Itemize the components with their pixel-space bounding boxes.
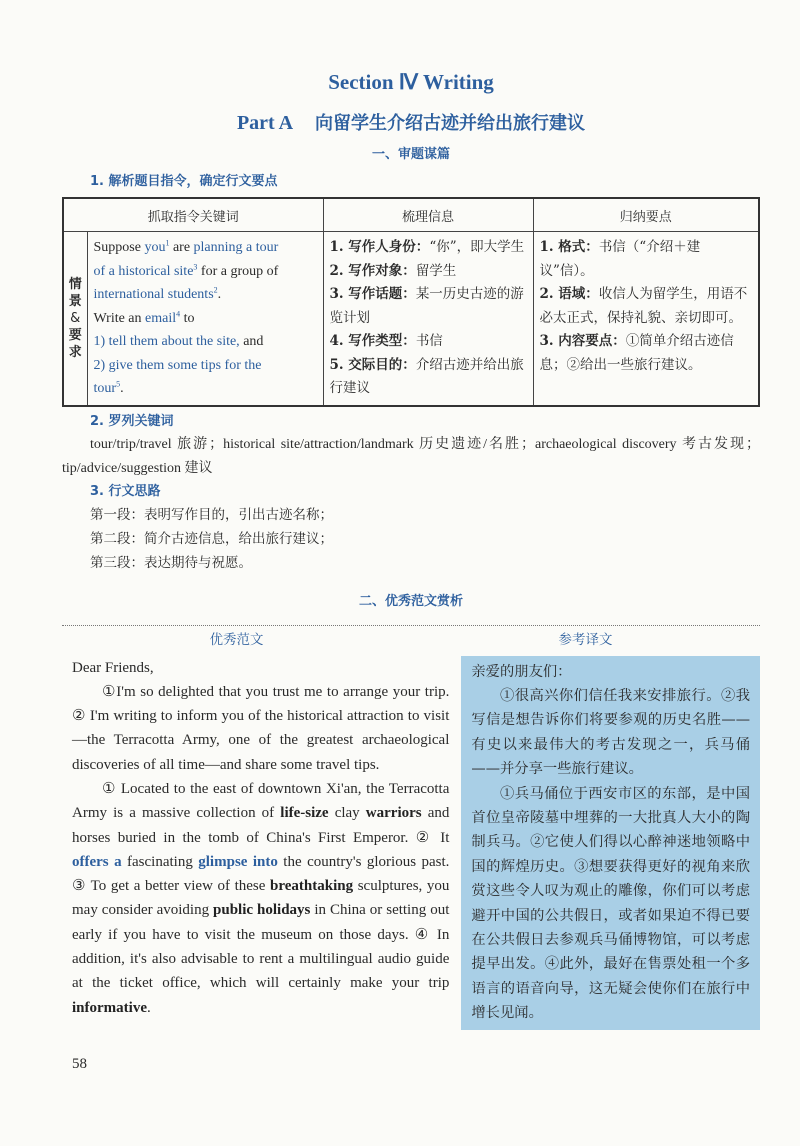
table-header-row xyxy=(63,198,759,232)
table-header: 抓取指令关键词 xyxy=(63,198,323,232)
part-title xyxy=(62,110,760,137)
info-item xyxy=(330,283,527,330)
side-char: 景 xyxy=(68,293,82,309)
letter-paragraph-2 xyxy=(72,777,449,1020)
letter-text: ① Located to the east of downtown Xi'an, the Terracotta Army is a massive collection of xyxy=(72,780,450,822)
essay-columns xyxy=(62,656,760,1030)
item-value: 某一历史古迹的游览计划 xyxy=(329,286,524,326)
letter-text: . xyxy=(146,999,151,1016)
side-char: 情 xyxy=(68,276,82,292)
step1-heading: 1. 解析题目指令，确定行文要点 xyxy=(90,174,278,189)
item-value: ①简单介绍古迹信息；②给出一些旅行建议。 xyxy=(539,333,734,373)
side-char: & xyxy=(70,310,81,326)
section2-heading: 二、优秀范文赏析 xyxy=(358,593,463,609)
keyword-line: 2) give them some tips for the xyxy=(93,357,262,373)
info-item xyxy=(540,236,752,283)
info-item xyxy=(330,236,527,260)
info-item xyxy=(540,283,752,330)
item-key: 4. 写作类型： xyxy=(329,333,416,349)
translation-paragraph-1: ①很高兴你们信任我来安排旅行。②我写信是想告诉你们将要参观的历史名胜——有史以来最伟大的考古发现之一，兵马俑——并分享一些旅行建议。 xyxy=(471,687,750,778)
item-key: 3. 内容要点： xyxy=(539,333,626,349)
keywords-text: tour/trip/travel 旅游；historical site/attraction/landmark 历史遗迹/名胜；archaeological discovery 考古发现；tip/advice/suggestion 建议 xyxy=(62,436,760,476)
highlighted-phrase: public holidays xyxy=(213,902,311,919)
keyword-line: Suppose you$^1$ are planning a tour xyxy=(93,238,279,255)
outline-item: 第二段：简介古迹信息，给出旅行建议； xyxy=(90,530,333,547)
outline-item: 第一段：表明写作目的，引出古迹名称； xyxy=(90,506,333,523)
highlighted-phrase: glimpse into xyxy=(198,853,278,870)
highlighted-phrase: life-size xyxy=(280,805,329,822)
part-label: Part A xyxy=(236,112,294,134)
item-key: 2. 语域： xyxy=(539,286,599,302)
letter-text: fascinating xyxy=(121,853,199,870)
page-number: 58 xyxy=(72,1055,87,1072)
letter-text: the country's glorious past. ③ To get a better view of these xyxy=(72,853,450,895)
side-char: 要 xyxy=(68,327,82,343)
item-value: 书信 xyxy=(415,333,443,349)
item-key: 5. 交际目的： xyxy=(329,356,416,373)
highlighted-phrase: warriors xyxy=(365,805,422,822)
table-header: 归纳要点 xyxy=(533,198,759,232)
keyword-line: international students$^2$. xyxy=(93,285,222,302)
info-item xyxy=(330,354,527,401)
keyword-line: tour$^5$. xyxy=(93,379,124,396)
part-topic: 向留学生介绍古迹并给出旅行建议 xyxy=(315,113,586,134)
highlighted-phrase: breathtaking xyxy=(270,878,354,895)
column-labels xyxy=(62,628,760,652)
keyword-line: Write an email$^4$ to xyxy=(93,308,195,326)
outline-list xyxy=(62,503,760,575)
keyword-line: 1) tell them about the site, and xyxy=(93,334,264,349)
item-key: 3. 写作话题： xyxy=(329,286,416,302)
letter-text: and horses buried in the tomb of China's First Emperor. ② It xyxy=(72,805,450,846)
model-essay-label: 优秀范文 xyxy=(209,631,264,648)
info-item xyxy=(330,330,527,354)
points-cell xyxy=(533,232,759,406)
table-row xyxy=(63,232,759,406)
outline-item: 第三段：表达期待与祝愿。 xyxy=(90,554,252,571)
section-title: Section Ⅳ Writing xyxy=(328,70,494,94)
translation-box xyxy=(461,656,760,1030)
table-header: 梳理信息 xyxy=(323,198,533,232)
keyword-line: of a historical site$^3$ for a group of xyxy=(93,261,279,279)
analysis-table xyxy=(62,197,760,407)
step3-heading: 3. 行文思路 xyxy=(90,483,161,499)
side-char: 求 xyxy=(68,344,82,360)
letter-text: sculptures, you may consider avoiding xyxy=(72,878,450,919)
letter-text: clay xyxy=(328,805,366,822)
item-value: 留学生 xyxy=(415,262,457,279)
item-value: “你”，即大学生 xyxy=(429,239,525,255)
item-value: 书信（“介绍＋建议”信）。 xyxy=(539,239,701,279)
dotted-divider xyxy=(62,625,760,626)
translation-label: 参考译文 xyxy=(558,631,613,648)
translation-paragraph-2: ①兵马俑位于西安市区的东部，是中国首位皇帝陵墓中埋葬的一大批真人大小的陶制兵马。②它使人们得以心醉神迷地领略中国的辉煌历史。③想要获得更好的视角来欣赏这些令人叹为观止的雕像，你们可以考虑避开中国的公共假日，或者如果迫不得已要在公共假日去参观兵马俑博物馆，可以考虑提早出发。④此外，最好在售票处租一个多语言的语音向导，这无疑会使你们在旅行中增长见闻。 xyxy=(471,785,750,1022)
highlighted-phrase: offers a xyxy=(72,853,122,870)
item-key: 1. 格式： xyxy=(539,239,599,255)
info-cell xyxy=(323,232,533,406)
letter-text: in China or setting out early if you have to visit the museum on those days. ④ In addition, it's also advisable to rent a multilingual audio guide at the ticket office, which will certainly make your trip xyxy=(72,902,450,992)
subsection-heading: 一、审题谋篇 xyxy=(371,147,450,162)
info-item xyxy=(540,330,752,377)
letter-greeting: Dear Friends, xyxy=(72,659,154,676)
item-key: 1. 写作人身份： xyxy=(329,239,430,255)
highlighted-phrase: informative xyxy=(72,999,147,1016)
item-value: 收信人为留学生，用语不必太正式，保持礼貌、亲切即可。 xyxy=(539,286,748,326)
side-label xyxy=(63,232,87,406)
translation-greeting: 亲爱的朋友们： xyxy=(471,663,572,680)
item-key: 2. 写作对象： xyxy=(329,262,416,279)
keywords-cell xyxy=(87,232,323,406)
item-value: 介绍古迹并给出旅行建议 xyxy=(329,356,524,396)
letter-paragraph-1: ①I'm so delighted that you trust me to arrange your trip. ② I'm writing to inform you of the historical attraction to visit—the Terracotta Army, one of the greatest archaeological discoveries of all time—and share some travel tips. xyxy=(72,683,450,773)
model-letter xyxy=(62,656,449,1020)
info-item xyxy=(330,260,527,284)
step2-heading: 2. 罗列关键词 xyxy=(90,413,174,429)
